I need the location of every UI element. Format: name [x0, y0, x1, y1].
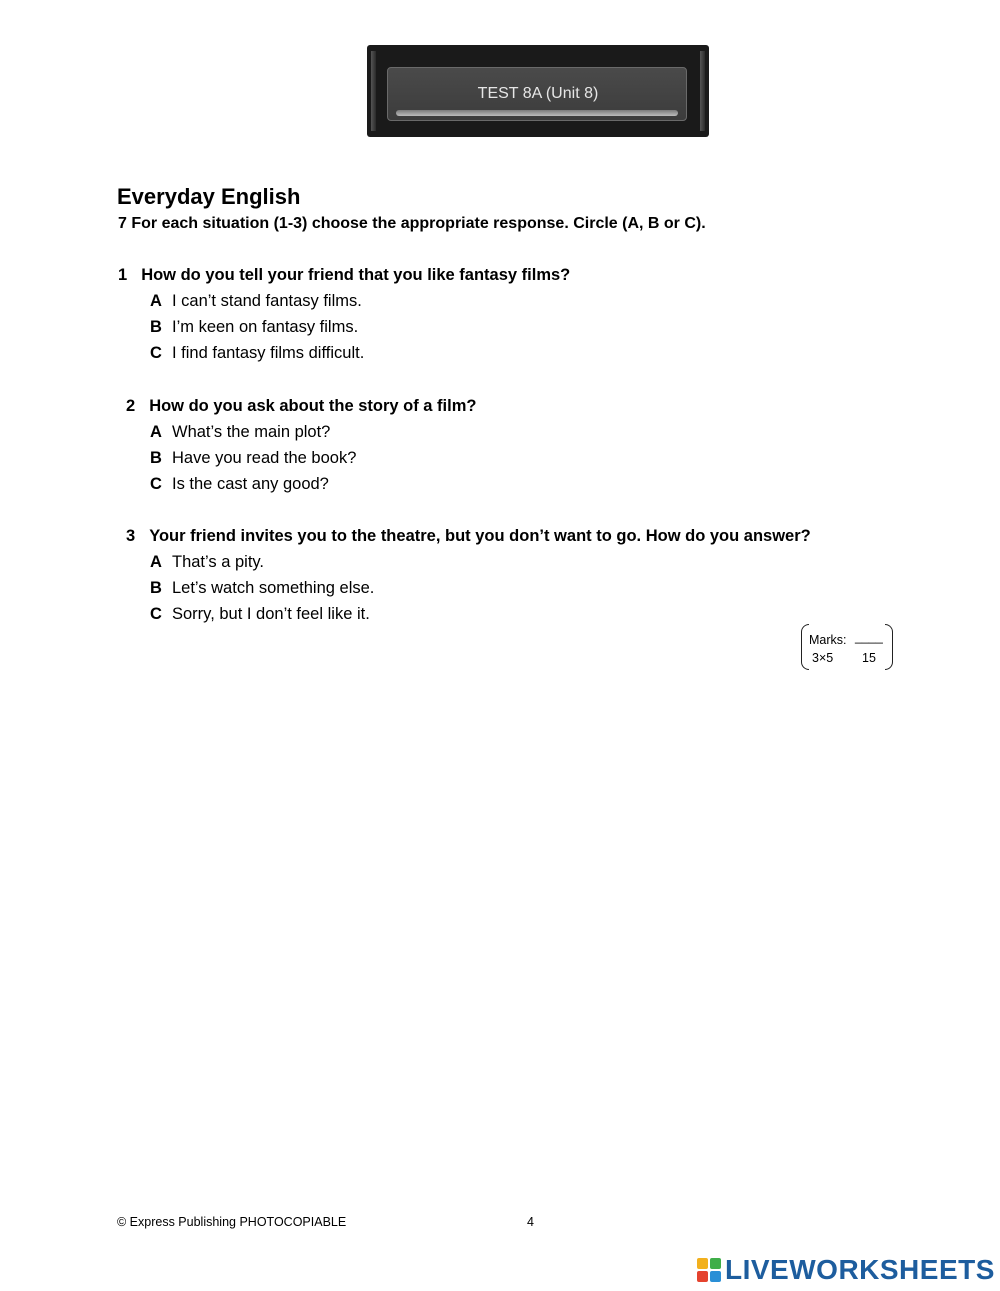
page-number: 4: [527, 1215, 534, 1229]
logo-text: LIVEWORKSHEETS: [725, 1254, 995, 1285]
option-letter: A: [150, 292, 162, 310]
marks-box: [801, 624, 893, 672]
question-1: [118, 266, 570, 285]
option-letter: A: [150, 423, 162, 441]
test-header-box: [367, 45, 709, 137]
option-2c[interactable]: [150, 475, 329, 494]
marks-bracket-right: [885, 624, 893, 670]
question-text: How do you ask about the story of a film?: [149, 397, 477, 415]
marks-formula: 3×5: [812, 651, 834, 665]
option-3c[interactable]: [150, 605, 370, 624]
option-2b[interactable]: [150, 449, 356, 468]
liveworksheets-logo[interactable]: [697, 1255, 995, 1285]
question-text: How do you tell your friend that you like fantasy films?: [141, 266, 571, 284]
option-text: I can’t stand fantasy films.: [172, 292, 362, 310]
option-letter: B: [150, 318, 162, 336]
option-text: Is the cast any good?: [172, 475, 329, 493]
header-shine: [396, 110, 678, 116]
option-1c[interactable]: [150, 344, 364, 363]
marks-total: 15: [862, 651, 876, 665]
question-text: Your friend invites you to the theatre, but you don’t want to go. How do you answer?: [149, 527, 811, 545]
option-text: I find fantasy films difficult.: [172, 344, 365, 362]
option-text: Have you read the book?: [172, 449, 357, 467]
test-title: TEST 8A (Unit 8): [477, 85, 599, 102]
option-letter: A: [150, 553, 162, 571]
option-3a[interactable]: [150, 553, 264, 572]
logo-blocks-icon: [697, 1258, 721, 1282]
option-letter: C: [150, 475, 162, 493]
option-text: What’s the main plot?: [172, 423, 331, 441]
option-1b[interactable]: [150, 318, 358, 337]
instruction-text: 7 For each situation (1-3) choose the appropriate response. Circle (A, B or C).: [118, 215, 706, 232]
option-letter: C: [150, 344, 162, 362]
question-2: [126, 397, 476, 416]
option-2a[interactable]: [150, 423, 330, 442]
marks-blank[interactable]: ____: [855, 630, 883, 644]
option-letter: C: [150, 605, 162, 623]
footer-copyright: © Express Publishing PHOTOCOPIABLE: [117, 1215, 347, 1229]
question-number: 1: [118, 266, 128, 284]
option-text: I’m keen on fantasy films.: [172, 318, 359, 336]
option-text: Let’s watch something else.: [172, 579, 375, 597]
option-text: That’s a pity.: [172, 553, 265, 571]
option-letter: B: [150, 449, 162, 467]
option-letter: B: [150, 579, 162, 597]
option-3b[interactable]: [150, 579, 374, 598]
marks-bracket-left: [801, 624, 809, 670]
question-number: 3: [126, 527, 136, 545]
option-1a[interactable]: [150, 292, 362, 311]
section-title: Everyday English: [117, 184, 301, 209]
marks-label: Marks:: [809, 633, 847, 647]
option-text: Sorry, but I don’t feel like it.: [172, 605, 370, 623]
question-number: 2: [126, 397, 136, 415]
question-3: [126, 527, 811, 546]
